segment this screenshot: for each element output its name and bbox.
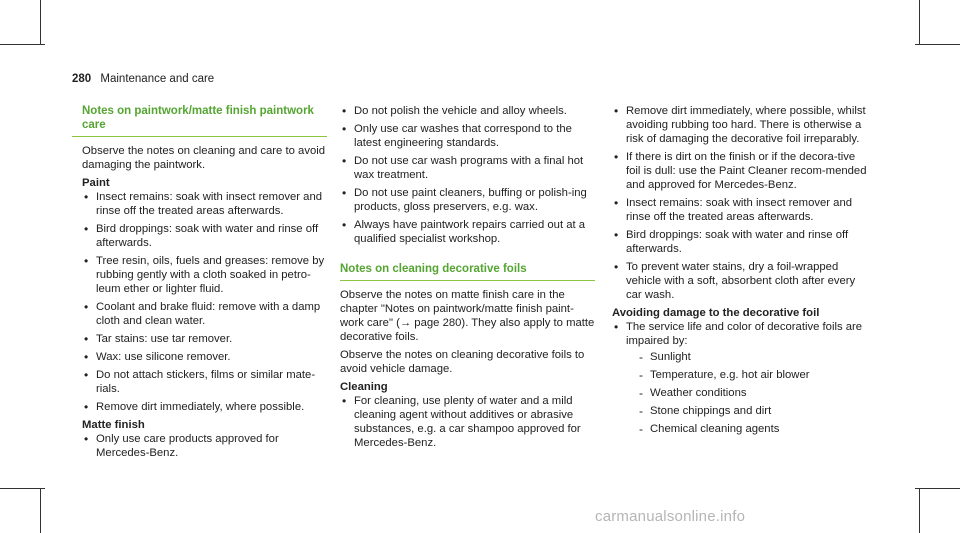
foils-section-title: Notes on cleaning decorative foils — [340, 262, 595, 281]
list-item: • For cleaning, use plenty of water and a mild cleaning agent without additives or abrasive substances, e.g. a car shampoo approved for Mercedes-Benz. — [340, 394, 595, 450]
section-title: Maintenance and care — [100, 73, 215, 85]
list-item: • Insect remains: soak with insect remover and rinse off the treated areas afterwards. — [82, 190, 327, 218]
list-item: • Tar stains: use tar remover. — [82, 332, 327, 346]
crop-mark — [915, 44, 960, 45]
column-middle — [340, 104, 595, 454]
cleaning-list-part2 — [612, 104, 868, 302]
avoid-heading: Avoiding damage to the decorative foil — [612, 307, 820, 319]
list-item: • Do not polish the vehicle and alloy wheels. — [340, 104, 595, 118]
watermark: carmanualsonline.info — [595, 508, 746, 525]
cleaning-list-part1 — [340, 394, 595, 450]
crop-mark — [919, 488, 920, 533]
list-item: • If there is dirt on the finish or if the decora-tive foil is dull: use the Paint Cleaner recom-mended and approved for Mercedes-Benz. — [612, 150, 868, 192]
paint-intro: Observe the notes on cleaning and care to avoid damaging the paintwork. — [82, 145, 326, 171]
crop-mark — [0, 488, 45, 489]
foils-para-1: Observe the notes on matte finish care in the chapter "Notes on paintwork/matte finish paint-work care" (→ page 280). They also apply to matte decorative foils. — [340, 289, 595, 343]
avoid-item-text: The service life and color of decorative foils are impaired by: — [626, 321, 863, 347]
matte-list-part1 — [82, 432, 327, 460]
list-item: • Insect remains: soak with insect remover and rinse off the treated areas afterwards. — [612, 196, 868, 224]
column-left — [72, 104, 327, 464]
sublist-item: - Temperature, e.g. hot air blower — [626, 368, 868, 382]
list-item: • Tree resin, oils, fuels and greases: remove by rubbing gently with a cloth soaked in petro-leum ether or lighter fluid. — [82, 254, 327, 296]
list-item: • Do not use paint cleaners, buffing or polish-ing products, gloss preservers, e.g. wax. — [340, 186, 595, 214]
paint-heading: Paint — [82, 177, 110, 189]
matte-heading: Matte finish — [82, 419, 145, 431]
list-item: • Remove dirt immediately, where possible, whilst avoiding rubbing too hard. There is otherwise a risk of damaging the decorative foil irreparably. — [612, 104, 868, 146]
matte-list-part2 — [340, 104, 595, 246]
list-item: • To prevent water stains, dry a foil-wrapped vehicle with a soft, absorbent cloth after every car wash. — [612, 260, 868, 302]
paint-list — [82, 190, 327, 414]
list-item: • Only use car washes that correspond to the latest engineering standards. — [340, 122, 595, 150]
page-number: 280 — [72, 73, 92, 85]
sublist-item: - Sunlight — [626, 350, 868, 364]
crop-mark — [919, 0, 920, 45]
list-item: • Remove dirt immediately, where possible. — [82, 400, 327, 414]
avoid-sublist — [626, 350, 868, 436]
avoid-list — [612, 320, 868, 436]
crop-mark — [40, 0, 41, 45]
crop-mark — [915, 488, 960, 489]
page-header — [72, 73, 214, 85]
sublist-item: - Weather conditions — [626, 386, 868, 400]
paint-section-body — [72, 144, 327, 460]
list-item: • Bird droppings: soak with water and rinse off afterwards. — [82, 222, 327, 250]
sublist-item: - Stone chippings and dirt — [626, 404, 868, 418]
list-item: • Do not use car wash programs with a final hot wax treatment. — [340, 154, 595, 182]
crop-mark — [40, 488, 41, 533]
crop-mark — [0, 44, 45, 45]
list-item — [612, 320, 868, 436]
list-item: • Bird droppings: soak with water and rinse off afterwards. — [612, 228, 868, 256]
paint-section-title: Notes on paintwork/matte finish paintwork care — [72, 104, 327, 137]
list-item: • Always have paintwork repairs carried out at a qualified specialist workshop. — [340, 218, 595, 246]
column-right — [612, 104, 868, 440]
sublist-item: - Chemical cleaning agents — [626, 422, 868, 436]
list-item: • Do not attach stickers, films or similar mate-rials. — [82, 368, 327, 396]
list-item: • Wax: use silicone remover. — [82, 350, 327, 364]
cleaning-heading: Cleaning — [340, 381, 388, 393]
list-item: • Only use care products approved for Mercedes-Benz. — [82, 432, 327, 460]
foils-para-2: Observe the notes on cleaning decorative foils to avoid vehicle damage. — [340, 349, 585, 375]
list-item: • Coolant and brake fluid: remove with a damp cloth and clean water. — [82, 300, 327, 328]
